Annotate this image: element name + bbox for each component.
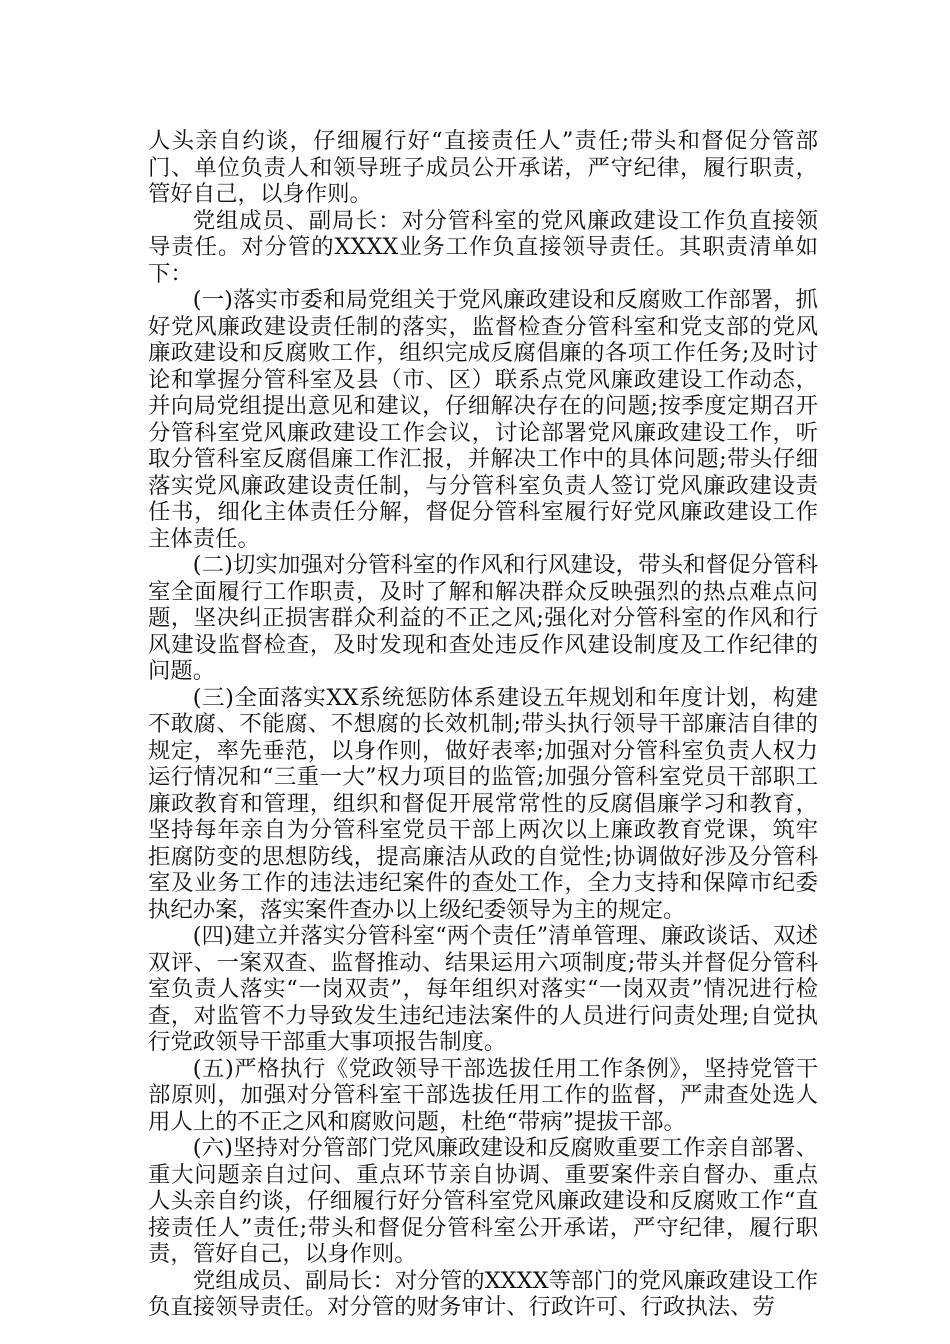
paragraph-item-3: (三)全面落实XX系统惩防体系建设五年规划和年度计划，构建不敢腐、不能腐、不想腐的长效机制;带头执行领导干部廉洁自律的规定，率先垂范，以身作则，做好表率;加强对分管科室负责人权力运行情况和“三重一大”权力项目的监管;加强分管科室党员干部职工廉政教育和管理，组织和督促开展常常性的反腐倡廉学习和教育，坚持每年亲自为分管科室党员干部上两次以上廉政教育党课，筑牢拒腐防变的思想防线，提高廉洁从政的自觉性;协调做好涉及分管科室及业务工作的违法违纪案件的查处工作，全力支持和保障市纪委执纪办案，落实案件查办以上级纪委领导为主的规定。 <box>148 684 818 923</box>
paragraph-item-1: (一)落实市委和局党组关于党风廉政建设和反腐败工作部署，抓好党风廉政建设责任制的落实，监督检查分管科室和党支部的党风廉政建设和反腐败工作，组织完成反腐倡廉的各项工作任务;及时讨论和掌握分管科室及县（市、区）联系点党风廉政建设工作动态，并向局党组提出意见和建议，仔细解决存在的问题;按季度定期召开分管科室党风廉政建设工作会议，讨论部署党风廉政建设工作，听取分管科室反腐倡廉工作汇报，并解决工作中的具体问题;带头仔细落实党风廉政建设责任制，与分管科室负责人签订党风廉政建设责任书，细化主体责任分解，督促分管科室履行好党风廉政建设工作主体责任。 <box>148 287 818 552</box>
paragraph-continuation: 人头亲自约谈，仔细履行好“直接责任人”责任;带头和督促分管部门、单位负责人和领导班子成员公开承诺，严守纪律，履行职责，管好自己，以身作则。 <box>148 128 818 207</box>
paragraph-item-4: (四)建立并落实分管科室“两个责任”清单管理、廉政谈话、双述双评、一案双查、监督推动、结果运用六项制度;带头并督促分管科室负责人落实“一岗双责”，每年组织对落实“一岗双责”情况进行检查，对监管不力导致发生违纪违法案件的人员进行问责处理;自觉执行党政领导干部重大事项报告制度。 <box>148 923 818 1055</box>
paragraph-deputy-director-duty-2: 党组成员、副局长：对分管的XXXX等部门的党风廉政建设工作负直接领导责任。对分管的财务审计、行政许可、行政执法、劳 <box>148 1267 818 1320</box>
paragraph-item-5: (五)严格执行《党政领导干部选拔任用工作条例》，坚持党管干部原则，加强对分管科室干部选拔任用工作的监督，严肃查处选人用人上的不正之风和腐败问题，杜绝“带病”提拔干部。 <box>148 1055 818 1135</box>
paragraph-item-6: (六)坚持对分管部门党风廉政建设和反腐败重要工作亲自部署、重大问题亲自过问、重点环节亲自协调、重要案件亲自督办、重点人头亲自约谈，仔细履行好分管科室党风廉政建设和反腐败工作“直接责任人”责任;带头和督促分管科室公开承诺，严守纪律，履行职责，管好自己，以身作则。 <box>148 1135 818 1267</box>
paragraph-deputy-director-duty: 党组成员、副局长：对分管科室的党风廉政建设工作负直接领导责任。对分管的XXXX业务工作负直接领导责任。其职责清单如下： <box>148 207 818 287</box>
document-body <box>148 128 818 1321</box>
paragraph-item-2: (二)切实加强对分管科室的作风和行风建设，带头和督促分管科室全面履行工作职责，及时了解和解决群众反映强烈的热点难点问题，坚决纠正损害群众利益的不正之风;强化对分管科室的作风和行风建设监督检查，及时发现和查处违反作风建设制度及工作纪律的问题。 <box>148 552 818 684</box>
